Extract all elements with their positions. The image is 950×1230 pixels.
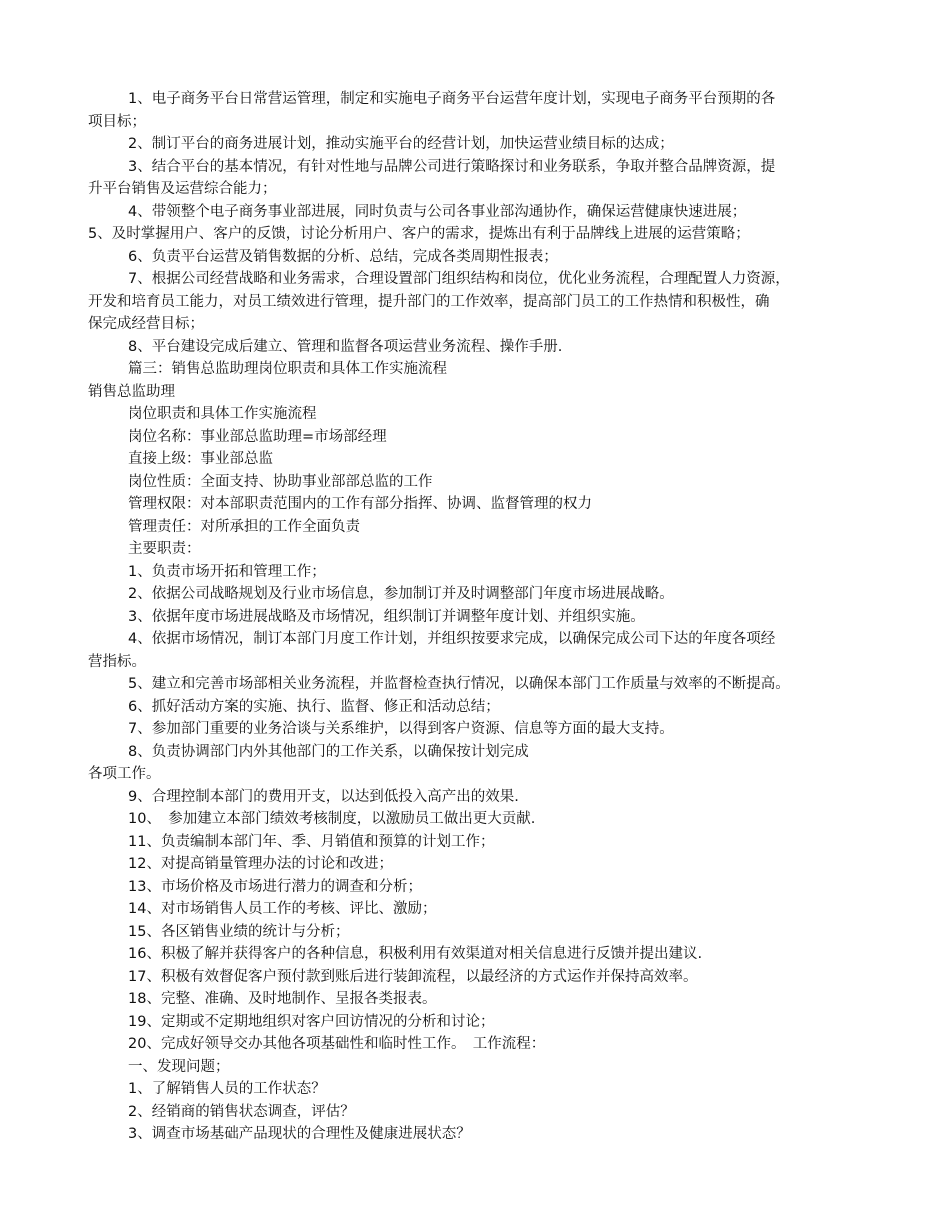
paragraph-line: 主要职责： (128, 541, 201, 557)
paragraph-line: 2、依据公司战略规划及行业市场信息，参加制订并及时调整部门年度市场进展战略。 (128, 586, 674, 602)
paragraph-line: 1、了解销售人员的工作状态？ (128, 1081, 326, 1097)
paragraph-line: 保完成经营目标； (88, 316, 204, 332)
paragraph-line: 14、对市场销售人员工作的考核、评比、激励； (128, 901, 437, 917)
paragraph-line: 5、及时掌握用户、客户的反馈，讨论分析用户、客户的需求，提炼出有利于品牌线上进展的运营策略； (88, 226, 750, 242)
paragraph-line: 7、参加部门重要的业务洽谈与关系维护，以得到客户资源、信息等方面的最大支持。 (128, 721, 674, 737)
section-heading: 篇三：销售总监助理岗位职责和具体工作实施流程 (128, 361, 447, 377)
paragraph-line: 12、对提高销量管理办法的讨论和改进； (128, 856, 393, 872)
section-subheading: 销售总监助理 (88, 383, 175, 400)
paragraph-line: 10、 参加建立本部门绩效考核制度，以激励员工做出更大贡献. (128, 811, 536, 827)
paragraph-line: 5、建立和完善市场部相关业务流程，并监督检查执行情况，以确保本部门工作质量与效率的不断提高。 (128, 676, 790, 692)
paragraph-line: 6、负责平台运营及销售数据的分析、总结，完成各类周期性报表； (128, 248, 558, 265)
paragraph-line: 3、依据年度市场进展战略及市场情况，组织制订并调整年度计划、并组织实施。 (128, 608, 645, 625)
paragraph-line: 11、负责编制本部门年、季、月销值和预算的计划工作； (128, 833, 495, 850)
paragraph-line: 管理责任：对所承担的工作全面负责 (128, 518, 360, 535)
paragraph-line: 一、发现问题； (128, 1058, 230, 1075)
paragraph-line: 6、抓好活动方案的实施、执行、监督、修正和活动总结； (128, 698, 500, 715)
document-body (88, 88, 868, 1146)
paragraph-line: 管理权限：对本部职责范围内的工作有部分指挥、协调、监督管理的权力 (128, 496, 592, 512)
paragraph-line: 20、完成好领导交办其他各项基础性和临时性工作。 工作流程： (128, 1036, 546, 1052)
paragraph-line: 开发和培育员工能力，对员工绩效进行管理，提升部门的工作效率，提高部门员工的工作热情和积极性，确 (88, 293, 770, 310)
paragraph-line: 1、电子商务平台日常营运管理，制定和实施电子商务平台运营年度计划，实现电子商务平台预期的各 (128, 91, 776, 107)
paragraph-line: 8、负责协调部门内外其他部门的工作关系，以确保按计划完成 (128, 743, 529, 760)
paragraph-line: 15、各区销售业绩的统计与分析； (128, 923, 350, 940)
paragraph-line: 2、制订平台的商务进展计划，推动实施平台的经营计划，加快运营业绩目标的达成； (128, 136, 674, 152)
paragraph-line: 升平台销售及运营综合能力； (88, 181, 277, 197)
paragraph-line: 岗位名称：事业部总监助理=市场部经理 (128, 428, 387, 445)
paragraph-line: 4、带领整个电子商务事业部进展，同时负责与公司各事业部沟通协作，确保运营健康快速进展； (128, 203, 747, 220)
paragraph-line: 17、积极有效督促客户预付款到账后进行装卸流程，以最经济的方式运作并保持高效率。 (128, 968, 698, 985)
paragraph-line: 18、完整、准确、及时地制作、呈报各类报表。 (128, 991, 437, 1007)
paragraph-line: 3、调查市场基础产品现状的合理性及健康进展状态？ (128, 1126, 471, 1142)
paragraph-line: 13、市场价格及市场进行潜力的调查和分析； (128, 878, 422, 895)
paragraph-line: 岗位职责和具体工作实施流程 (128, 406, 317, 422)
paragraph-line: 各项工作。 (88, 766, 161, 782)
paragraph-line: 直接上级：事业部总监 (128, 451, 273, 467)
paragraph-line: 岗位性质：全面支持、协助事业部部总监的工作 (128, 473, 433, 490)
paragraph-line: 项目标； (88, 113, 146, 130)
paragraph-line: 9、合理控制本部门的费用开支，以达到低投入高产出的效果. (128, 788, 519, 805)
paragraph-line: 3、结合平台的基本情况，有针对性地与品牌公司进行策略探讨和业务联系，争取并整合品牌资源，提 (128, 158, 776, 175)
paragraph-line: 1、负责市场开拓和管理工作； (128, 563, 326, 580)
paragraph-line: 7、根据公司经营战略和业务需求，合理设置部门组织结构和岗位，优化业务流程，合理配置人力资源， (128, 271, 790, 287)
paragraph-line: 营指标。 (88, 653, 146, 670)
paragraph-line: 16、积极了解并获得客户的各种信息，积极利用有效渠道对相关信息进行反馈并提出建议. (128, 946, 703, 962)
paragraph-line: 8、平台建设完成后建立、管理和监督各项运营业务流程、操作手册. (128, 338, 563, 355)
paragraph-line: 19、定期或不定期地组织对客户回访情况的分析和讨论； (128, 1013, 495, 1030)
paragraph-line: 4、依据市场情况，制订本部门月度工作计划，并组织按要求完成，以确保完成公司下达的年度各项经 (128, 631, 776, 647)
paragraph-line: 2、经销商的销售状态调查，评估？ (128, 1103, 355, 1120)
